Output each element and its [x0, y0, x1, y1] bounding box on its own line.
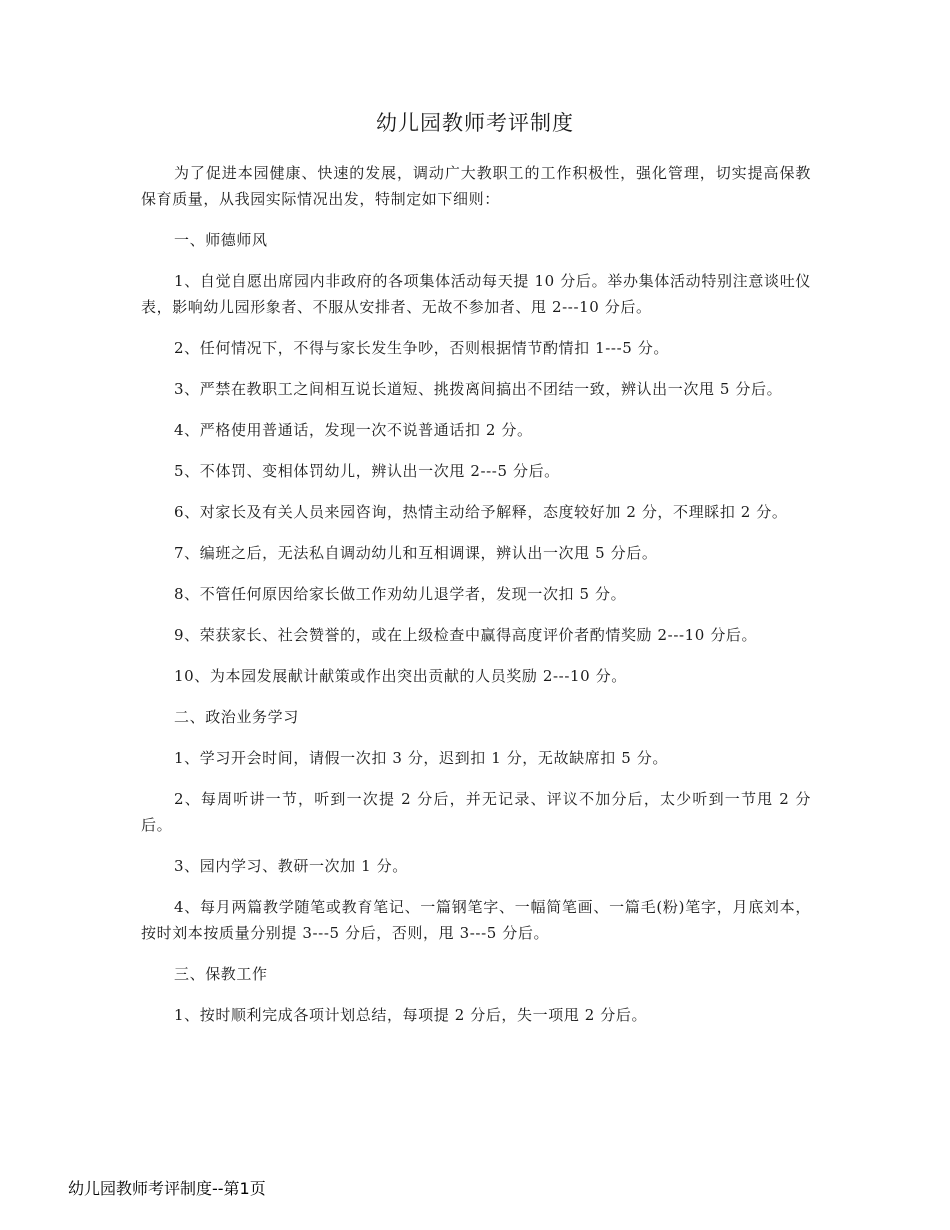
ethics-item-7: 7、编班之后，无法私自调动幼儿和互相调课，辨认出一次甩 5 分后。 — [174, 544, 658, 562]
section-heading-care: 三、保教工作 — [174, 965, 268, 983]
ethics-item-5: 5、不体罚、变相体罚幼儿，辨认出一次甩 2---5 分后。 — [174, 462, 560, 480]
section-heading-ethics: 一、师德师风 — [174, 231, 268, 249]
ethics-item-6: 6、对家长及有关人员来园咨询，热情主动给予解释，态度较好加 2 分，不理睬扣 2 分。 — [174, 503, 788, 521]
document-body — [141, 160, 811, 1043]
document-title: 幼儿园教师考评制度 — [376, 111, 574, 135]
intro-paragraph: 为了促进本园健康、快速的发展，调动广大教职工的工作积极性，强化管理，切实提高保教保育质量，从我园实际情况出发，特制定如下细则： — [141, 164, 811, 208]
study-item-3: 3、园内学习、教研一次加 1 分。 — [174, 857, 408, 875]
ethics-item-3: 3、严禁在教职工之间相互说长道短、挑拨离间搞出不团结一致，辨认出一次甩 5 分后。 — [174, 380, 783, 398]
section-heading-study: 二、政治业务学习 — [174, 708, 299, 726]
page-footer: 幼儿园教师考评制度--第1页 — [68, 1179, 266, 1198]
study-item-4: 4、每月两篇教学随笔或教育笔记、一篇钢笔字、一幅简笔画、一篇毛(粉)笔字，月底刘本，按时刘本按质量分别提 3---5 分后，否则，甩 3---5 分后。 — [141, 898, 811, 942]
ethics-item-8: 8、不管任何原因给家长做工作劝幼儿退学者，发现一次扣 5 分。 — [174, 585, 627, 603]
ethics-item-2: 2、任何情况下，不得与家长发生争吵，否则根据情节酌情扣 1---5 分。 — [174, 339, 669, 357]
study-item-1: 1、学习开会时间，请假一次扣 3 分，迟到扣 1 分，无故缺席扣 5 分。 — [174, 749, 668, 767]
ethics-item-9: 9、荣获家长、社会赞誉的，或在上级检查中赢得高度评价者酌情奖励 2---10 分后。 — [174, 626, 758, 644]
ethics-item-4: 4、严格使用普通话，发现一次不说普通话扣 2 分。 — [174, 421, 533, 439]
study-item-2: 2、每周听讲一节，听到一次提 2 分后，并无记录、评议不加分后，太少听到一节甩 2 分后。 — [141, 790, 811, 834]
ethics-item-1: 1、自觉自愿出席园内非政府的各项集体活动每天提 10 分后。举办集体活动特别注意谈吐仪表，影响幼儿园形象者、不服从安排者、无故不参加者、甩 2---10 分后。 — [141, 272, 811, 316]
care-item-1: 1、按时顺利完成各项计划总结，每项提 2 分后，失一项甩 2 分后。 — [174, 1006, 648, 1024]
ethics-item-10: 10、为本园发展献计献策或作出突出贡献的人员奖励 2---10 分。 — [174, 667, 627, 685]
